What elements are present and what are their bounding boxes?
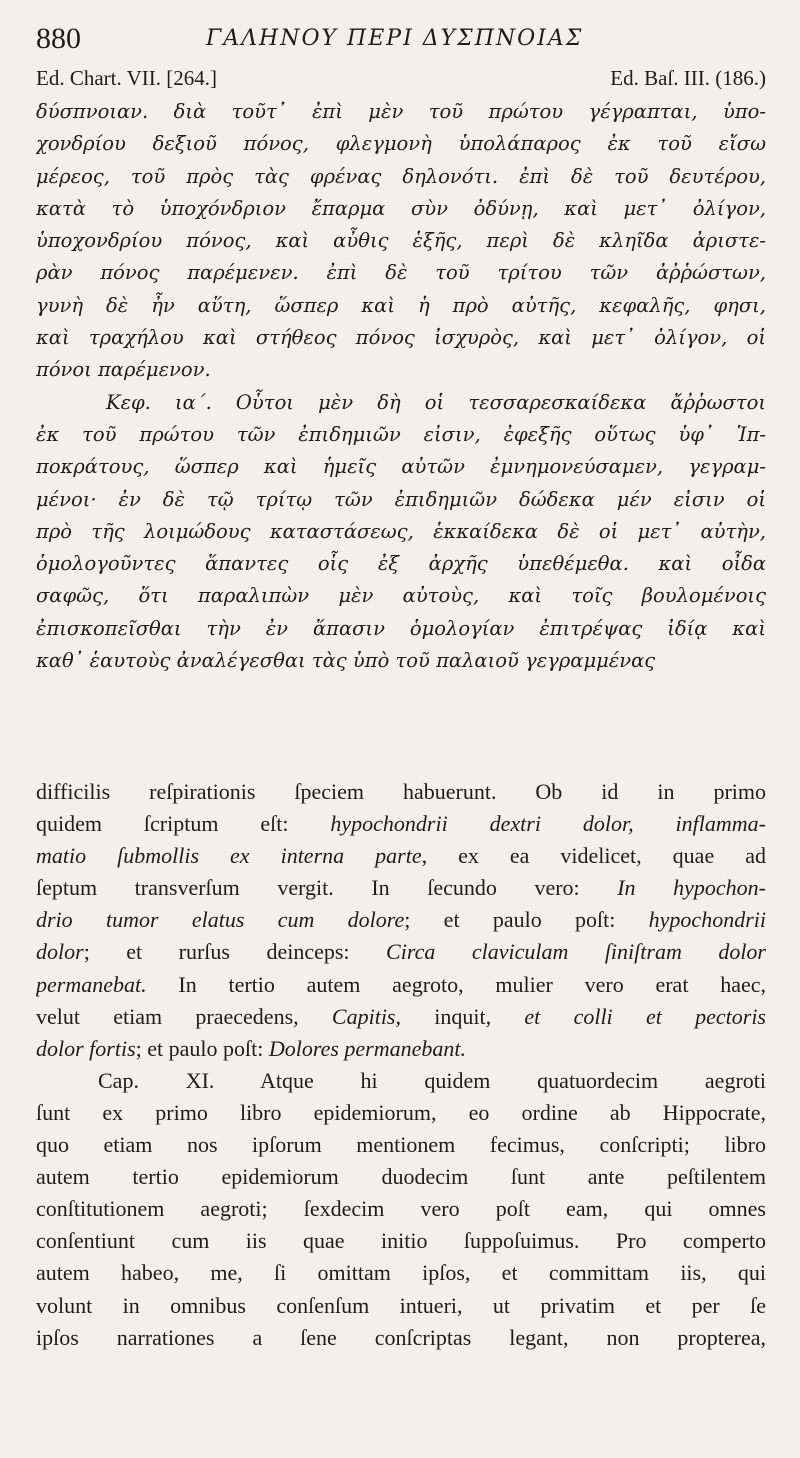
latin-line: ipſos narrationes a ſene conſcriptas legant, non propterea, [36, 1324, 766, 1350]
latin-line: permanebat. In tertio autem aegroto, mulier vero erat haec, [36, 971, 766, 997]
italic-quotation: et colli et pectoris [524, 1003, 766, 1029]
latin-line: quo etiam nos ipſorum mentionem fecimus, conſcripti; libro [36, 1132, 766, 1158]
latin-line: volunt in omnibus conſenſum intueri, ut privatim et per ſe [36, 1292, 766, 1318]
italic-quotation: Circa claviculam ſiniſtram dolor [386, 939, 766, 965]
italic-quotation: In hypochon- [617, 875, 766, 901]
greek-line: κατὰ τὸ ὑποχόνδριον ἔπαρμα σὺν ὀδύνῃ, καὶ μετ᾽ ὀλίγον, [36, 196, 766, 220]
latin-line: dolor; et rurſus deinceps: Circa claviculam ſiniſtram dolor [36, 939, 766, 965]
latin-line: autem tertio epidemiorum duodecim ſunt ante peſtilentem [36, 1164, 766, 1190]
italic-quotation: permanebat. [36, 971, 147, 997]
greek-line: ἐπισκοπεῖσθαι τὴν ἐν ἅπασιν ὁμολογίαν ἐπιτρέψας ἰδίᾳ καὶ [36, 616, 766, 640]
page-header [36, 22, 766, 62]
italic-quotation: hypochondrii [648, 907, 766, 933]
edition-chartier: Ed. Chart. VII. [264.] [36, 66, 217, 90]
latin-line: velut etiam praecedens, Capitis, inquit, et colli et pectoris [36, 1003, 766, 1029]
latin-line: Cap. XI. Atque hi quidem quatuordecim aegroti [98, 1067, 766, 1093]
greek-line: σαφῶς, ὅτι παραλιπὼν μὲν αὐτοὺς, καὶ τοῖς βουλομένοις [36, 584, 766, 608]
italic-quotation: dolor fortis [36, 1035, 136, 1061]
greek-line: δύσπνοιαν. διὰ τοῦτ᾽ ἐπὶ μὲν τοῦ πρώτου γέγραπται, ὑπο- [36, 100, 766, 123]
latin-line: matio ſubmollis ex interna parte, ex ea videlicet, quae ad [36, 843, 766, 869]
latin-line: difficilis reſpirationis ſpeciem habuerunt. Ob id in primo [36, 779, 766, 804]
edition-basel: Ed. Baſ. III. (186.) [610, 66, 766, 90]
latin-line: conſtitutionem aegroti; ſexdecim vero poſt eam, qui omnes [36, 1196, 766, 1222]
greek-line: ποκράτους, ὥσπερ καὶ ἡμεῖς αὐτῶν ἐμνημονεύσαμεν, γεγραμ- [36, 455, 766, 479]
greek-line: χονδρίου δεξιοῦ πόνος, φλεγμονὴ ὑπολάπαρος ἐκ τοῦ εἴσω [36, 132, 766, 156]
latin-line: ſunt ex primo libro epidemiorum, eo ordine ab Hippocrate, [36, 1099, 766, 1125]
latin-line: quidem ſcriptum eſt: hypochondrii dextri dolor, inflamma- [36, 811, 766, 837]
italic-quotation: drio tumor elatus cum dolore [36, 907, 405, 933]
greek-text-block [36, 96, 766, 677]
page-number: 880 [36, 22, 81, 55]
latin-text-block [36, 776, 766, 1354]
greek-line: καὶ τραχήλου καὶ στήθεος πόνος ἰσχυρὸς, καὶ μετ᾽ ὀλίγον, οἱ [36, 326, 766, 350]
latin-line: autem habeo, me, ſi omittam ipſos, et committam iis, qui [36, 1260, 766, 1286]
latin-line: conſentiunt cum iis quae initio ſuppoſuimus. Pro comperto [36, 1228, 766, 1254]
running-title: ΓΑΛΗΝΟΥ ΠΕΡΙ ΔΥΣΠΝΟΙΑΣ [206, 26, 584, 51]
italic-quotation: dolor [36, 939, 84, 965]
greek-line: ὑποχονδρίου πόνος, καὶ αὖθις ἑξῆς, περὶ δὲ κληῖδα ἀριστε- [36, 229, 766, 253]
latin-line: dolor fortis; et paulo poſt: Dolores permanebant. [36, 1035, 467, 1061]
greek-line: ἐκ τοῦ πρώτου τῶν ἐπιδημιῶν εἰσιν, ἐφεξῆς οὕτως ὑφ᾽ Ἱπ- [36, 422, 766, 446]
italic-quotation: hypochondrii dextri dolor, inflamma- [330, 811, 766, 837]
greek-line: μέρεος, τοῦ πρὸς τὰς φρένας δηλονότι. ἐπὶ δὲ τοῦ δευτέρου, [36, 164, 766, 188]
italic-quotation: Capitis, [331, 1003, 401, 1029]
latin-line: drio tumor elatus cum dolore; et paulo poſt: hypochondrii [36, 907, 766, 933]
greek-line: γυνὴ δὲ ἦν αὕτη, ὥσπερ καὶ ἡ πρὸ αὐτῆς, κεφαλῆς, φησι, [36, 293, 766, 317]
greek-line: καθ᾽ ἑαυτοὺς ἀναλέγεσθαι τὰς ὑπὸ τοῦ παλαιοῦ γεγραμμένας [36, 649, 656, 673]
greek-line: ὁμολογοῦντες ἅπαντες οἷς ἐξ ἀρχῆς ὑπεθέμεθα. καὶ οἶδα [36, 552, 766, 576]
greek-line: μένοι· ἐν δὲ τῷ τρίτῳ τῶν ἐπιδημιῶν δώδεκα μέν εἰσιν οἱ [36, 487, 766, 511]
greek-line: πόνοι παρέμενον. [36, 358, 211, 382]
latin-line: ſeptum transverſum vergit. In ſecundo vero: In hypochon- [36, 875, 766, 901]
italic-quotation: matio ſubmollis ex interna parte [36, 843, 422, 869]
greek-line: ρὰν πόνος παρέμενεν. ἐπὶ δὲ τοῦ τρίτου τῶν ἀῤῥώστων, [36, 261, 766, 285]
italic-quotation: Dolores permanebant. [268, 1035, 467, 1061]
greek-line: Κεφ. ια΄. Οὗτοι μὲν δὴ οἱ τεσσαρεσκαίδεκα ἄῤῥωστοι [106, 390, 766, 414]
greek-line: πρὸ τῆς λοιμώδους καταστάσεως, ἑκκαίδεκα δὲ οἱ μετ᾽ αὐτὴν, [36, 519, 766, 543]
edition-references [36, 66, 766, 96]
